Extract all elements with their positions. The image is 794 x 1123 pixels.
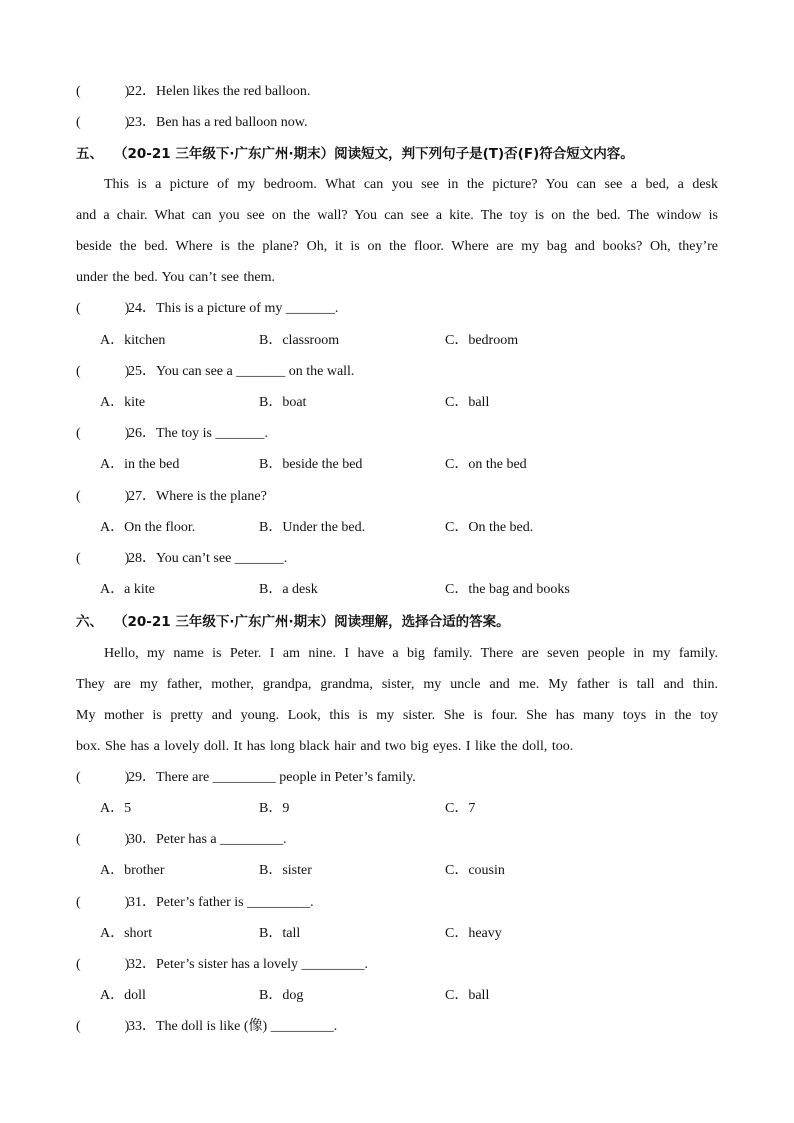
option-c[interactable]: C．on the bed xyxy=(445,457,527,472)
question-32 xyxy=(76,954,368,976)
question-number: 28． xyxy=(128,551,156,566)
question-number: 29． xyxy=(128,770,156,785)
question-text: Peter has a _________. xyxy=(156,832,287,847)
option-b[interactable]: B．a desk xyxy=(259,582,318,597)
option-a[interactable]: A．kitchen xyxy=(100,333,166,348)
option-a[interactable]: A．kite xyxy=(100,395,146,410)
answer-blank[interactable]: ( ) xyxy=(76,489,130,504)
answer-blank[interactable]: ( ) xyxy=(76,364,130,379)
question-number: 27． xyxy=(128,489,156,504)
passage-line: and a chair. What can you see on the wall? You can see a kite. The toy is on the bed. The window is xyxy=(76,208,718,223)
question-text: You can’t see _______. xyxy=(156,551,288,566)
answer-blank[interactable]: ( ) xyxy=(76,301,130,316)
option-c[interactable]: C．ball xyxy=(445,988,490,1003)
option-a[interactable]: A．brother xyxy=(100,863,165,878)
options-31 xyxy=(100,923,700,945)
question-30 xyxy=(76,829,287,851)
answer-blank[interactable]: ( ) xyxy=(76,770,130,785)
question-number: 31． xyxy=(128,895,156,910)
option-c[interactable]: C．the bag and books xyxy=(445,582,570,597)
options-27 xyxy=(100,517,700,539)
question-number: 33． xyxy=(128,1019,156,1034)
question-number: 32． xyxy=(128,957,156,972)
answer-blank[interactable]: ( ) xyxy=(76,895,130,910)
section-title: （20-21 三年级下·广东广州·期末）阅读理解，选择合适的答案。 xyxy=(114,614,510,630)
option-b[interactable]: B．classroom xyxy=(259,333,340,348)
question-number: 25． xyxy=(128,364,156,379)
option-b[interactable]: B．dog xyxy=(259,988,304,1003)
answer-blank[interactable]: ( ) xyxy=(76,426,130,441)
question-text: This is a picture of my _______. xyxy=(156,301,339,316)
option-b[interactable]: B．9 xyxy=(259,801,290,816)
answer-blank[interactable]: ( ) xyxy=(76,957,130,972)
question-text: Where is the plane? xyxy=(156,489,267,504)
option-c[interactable]: C．ball xyxy=(445,395,490,410)
question-number: 23． xyxy=(128,115,156,130)
option-c[interactable]: C．heavy xyxy=(445,926,502,941)
question-number: 22． xyxy=(128,84,156,99)
question-31 xyxy=(76,892,314,914)
question-text: Peter’s sister has a lovely _________. xyxy=(156,957,369,972)
question-29 xyxy=(76,767,416,789)
passage-line: They are my father, mother, grandpa, grandma, sister, my uncle and me. My father is tall and thin. xyxy=(76,677,718,692)
question-27 xyxy=(76,486,267,508)
question-text: The toy is _______. xyxy=(156,426,268,441)
options-25 xyxy=(100,392,700,414)
question-22 xyxy=(76,81,310,103)
passage-line: box. She has a lovely doll. It has long black hair and two big eyes. I like the doll, too. xyxy=(76,739,574,754)
section-6-heading xyxy=(76,611,510,633)
option-c[interactable]: C．On the bed. xyxy=(445,520,534,535)
answer-blank[interactable]: ( ) xyxy=(76,115,130,130)
option-a[interactable]: A．short xyxy=(100,926,153,941)
option-a[interactable]: A．doll xyxy=(100,988,146,1003)
option-a[interactable]: A．in the bed xyxy=(100,457,180,472)
question-text: Peter’s father is _________. xyxy=(156,895,314,910)
passage-line: under the bed. You can’t see them. xyxy=(76,270,275,285)
question-33 xyxy=(76,1016,337,1038)
question-number: 24． xyxy=(128,301,156,316)
section-5-heading xyxy=(76,143,634,165)
section-number: 五、 xyxy=(76,146,103,162)
option-c[interactable]: C．bedroom xyxy=(445,333,519,348)
question-number: 30． xyxy=(128,832,156,847)
option-b[interactable]: B．boat xyxy=(259,395,307,410)
option-b[interactable]: B．tall xyxy=(259,926,301,941)
options-29 xyxy=(100,798,700,820)
passage-line: My mother is pretty and young. Look, this is my sister. She is four. She has many toys in the toy xyxy=(76,708,718,723)
answer-blank[interactable]: ( ) xyxy=(76,832,130,847)
option-c[interactable]: C．cousin xyxy=(445,863,505,878)
option-c[interactable]: C．7 xyxy=(445,801,476,816)
question-text: The doll is like (像) _________. xyxy=(156,1019,338,1034)
answer-blank[interactable]: ( ) xyxy=(76,551,130,566)
option-b[interactable]: B．Under the bed. xyxy=(259,520,366,535)
question-number: 26． xyxy=(128,426,156,441)
question-26 xyxy=(76,423,268,445)
question-text: There are _________ people in Peter’s family. xyxy=(156,770,416,785)
option-a[interactable]: A．On the floor. xyxy=(100,520,196,535)
options-30 xyxy=(100,860,700,882)
option-b[interactable]: B．sister xyxy=(259,863,312,878)
options-32 xyxy=(100,985,700,1007)
options-26 xyxy=(100,454,700,476)
question-text: You can see a _______ on the wall. xyxy=(156,364,355,379)
question-text: Helen likes the red balloon. xyxy=(156,84,311,99)
question-23 xyxy=(76,112,308,134)
question-28 xyxy=(76,548,287,570)
option-a[interactable]: A．a kite xyxy=(100,582,155,597)
section-number: 六、 xyxy=(76,614,103,630)
question-text: Ben has a red balloon now. xyxy=(156,115,308,130)
option-a[interactable]: A．5 xyxy=(100,801,132,816)
options-28 xyxy=(100,579,700,601)
option-b[interactable]: B．beside the bed xyxy=(259,457,363,472)
answer-blank[interactable]: ( ) xyxy=(76,84,130,99)
question-25 xyxy=(76,361,354,383)
passage-line: This is a picture of my bedroom. What can you see in the picture? You can see a bed, a desk xyxy=(104,177,718,192)
passage-line: beside the bed. Where is the plane? Oh, it is on the floor. Where are my bag and books? Oh, they’re xyxy=(76,239,718,254)
passage-line: Hello, my name is Peter. I am nine. I have a big family. There are seven people in my family. xyxy=(104,646,718,661)
question-24 xyxy=(76,298,338,320)
options-24 xyxy=(100,330,700,352)
section-title: （20-21 三年级下·广东广州·期末）阅读短文，判下列句子是(T)否(F)符合短文内容。 xyxy=(114,146,634,162)
answer-blank[interactable]: ( ) xyxy=(76,1019,130,1034)
